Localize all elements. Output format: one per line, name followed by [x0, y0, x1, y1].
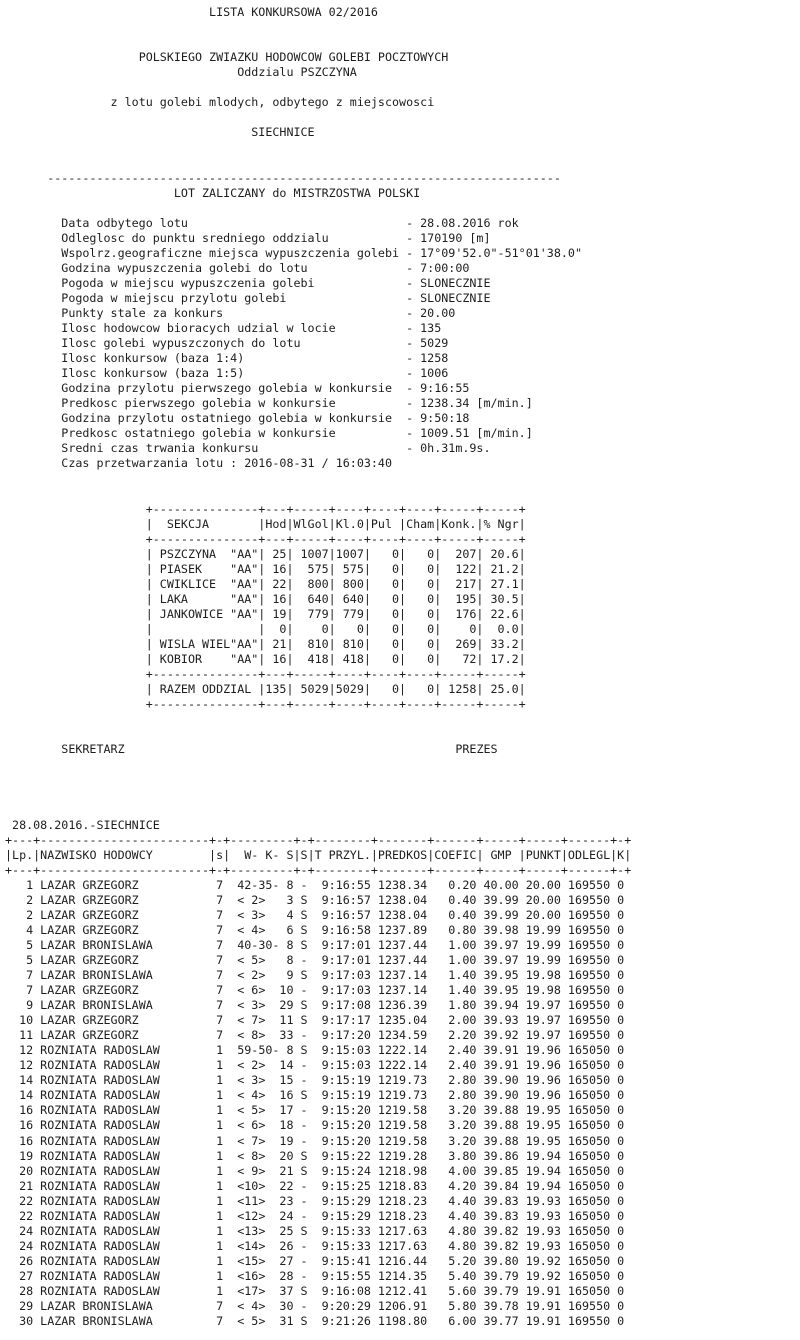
sections-table-border: +---------------+---+-----+----+----+----+-----+-----+	[145, 667, 526, 682]
results-row: 21 ROZNIATA RADOSLAW 1 <10> 22 - 9:15:25 1218.83 4.20 39.84 19.94 165050 0	[5, 1178, 625, 1193]
results-row: 2 LAZAR GRZEGORZ 7 < 2> 3 S 9:16:57 1238.04 0.40 39.99 20.00 169550 0	[5, 892, 625, 907]
flight-info-line: Ilosc konkursow (baza 1:5) - 1006	[61, 366, 449, 381]
results-row: 14 ROZNIATA RADOSLAW 1 < 4> 16 S 9:15:19 1219.73 2.80 39.90 19.96 165050 0	[5, 1088, 625, 1103]
flight-info-line: Godzina przylotu pierwszego golebia w konkursie - 9:16:55	[61, 381, 470, 396]
competition-list-document	[5, 5, 800, 1329]
results-row: 5 LAZAR BRONISLAWA 7 40-30- 8 S 9:17:01 1237.44 1.00 39.97 19.99 169550 0	[5, 937, 625, 952]
flight-info-line: Data odbytego lotu - 28.08.2016 rok	[61, 215, 519, 230]
president-label: PREZES	[455, 742, 498, 757]
results-row: 22 ROZNIATA RADOSLAW 1 <12> 24 - 9:15:29 1218.23 4.40 39.83 19.93 165050 0	[5, 1208, 625, 1223]
flight-info-line: Predkosc pierwszego golebia w konkursie - 1238.34 [m/min.]	[61, 396, 533, 411]
flight-info-line: Pogoda w miejscu przylotu golebi - SLONECZNIE	[61, 290, 491, 305]
results-row: 12 ROZNIATA RADOSLAW 1 < 2> 14 - 9:15:03 1222.14 2.40 39.91 19.96 165050 0	[5, 1058, 625, 1073]
sections-table-row: | JANKOWICE "AA"| 19| 779| 779| 0| 0| 176| 22.6|	[145, 606, 526, 621]
results-row: 27 ROZNIATA RADOSLAW 1 <16> 28 - 9:15:55 1214.35 5.40 39.79 19.92 165050 0	[5, 1268, 625, 1283]
flight-info-line: Wspolrz.geograficzne miejsca wypuszczenia golebi - 17°09'52.0"-51°01'38.0"	[61, 245, 582, 260]
sections-table-total-row: | RAZEM ODDZIAL |135| 5029|5029| 0| 0| 1258| 25.0|	[145, 682, 526, 697]
org-branch: Oddzialu PSZCZYNA	[237, 65, 357, 80]
sections-table-header: | SEKCJA |Hod|WlGol|Kl.0|Pul |Cham|Konk.|% Ngr|	[145, 516, 526, 531]
sections-table-row: | PIASEK "AA"| 16| 575| 575| 0| 0| 122| 21.2|	[145, 561, 526, 576]
results-table-header: |Lp.|NAZWISKO HODOWCY |s| W- K- S|S|T PRZYL.|PREDKOS|COEFIC| GMP |PUNKT|ODLEGL|K|	[5, 847, 632, 862]
flight-info-line: Godzina przylotu ostatniego golebia w konkursie - 9:50:18	[61, 411, 470, 426]
results-row: 30 LAZAR BRONISLAWA 7 < 5> 31 S 9:21:26 1198.80 6.00 39.77 19.91 169550 0	[5, 1314, 625, 1329]
results-row: 5 LAZAR GRZEGORZ 7 < 5> 8 - 9:17:01 1237.44 1.00 39.97 19.99 169550 0	[5, 952, 625, 967]
results-row: 20 ROZNIATA RADOSLAW 1 < 9> 21 S 9:15:24 1218.98 4.00 39.85 19.94 165050 0	[5, 1163, 625, 1178]
flight-info-line: Predkosc ostatniego golebia w konkursie - 1009.51 [m/min.]	[61, 426, 533, 441]
sections-table-border: +---------------+---+-----+----+----+----+-----+-----+	[145, 501, 526, 516]
sections-table-row: | | 0| 0| 0| 0| 0| 0| 0.0|	[145, 621, 526, 636]
flight-info-line: Ilosc golebi wypuszczonych do lotu - 5029	[61, 336, 449, 351]
flight-info-line: Pogoda w miejscu wypuszczenia golebi - SLONECZNIE	[61, 275, 491, 290]
results-row: 16 ROZNIATA RADOSLAW 1 < 5> 17 - 9:15:20 1219.58 3.20 39.88 19.95 165050 0	[5, 1103, 625, 1118]
signature-gap	[125, 742, 456, 756]
sections-table-row: | KOBIOR "AA"| 16| 418| 418| 0| 0| 72| 17.2|	[145, 652, 526, 667]
results-row: 16 ROZNIATA RADOSLAW 1 < 7> 19 - 9:15:20 1219.58 3.20 39.88 19.95 165050 0	[5, 1133, 625, 1148]
sections-table-border: +---------------+---+-----+----+----+----+-----+-----+	[145, 531, 526, 546]
results-row: 10 LAZAR GRZEGORZ 7 < 7> 11 S 9:17:17 1235.04 2.00 39.93 19.97 169550 0	[5, 1013, 625, 1028]
results-row: 19 ROZNIATA RADOSLAW 1 < 8> 20 S 9:15:22 1219.28 3.80 39.86 19.94 165050 0	[5, 1148, 625, 1163]
signatures-line	[5, 742, 800, 757]
secretary-label: SEKRETARZ	[61, 742, 125, 757]
flight-info-line: Sredni czas trwania konkursu - 0h.31m.9s.	[61, 441, 491, 456]
flight-info-line: Odleglosc do punktu sredniego oddzialu - 170190 [m]	[61, 230, 491, 245]
results-row: 7 LAZAR GRZEGORZ 7 < 6> 10 - 9:17:03 1237.14 1.40 39.95 19.98 169550 0	[5, 983, 625, 998]
results-row: 24 ROZNIATA RADOSLAW 1 <14> 26 - 9:15:33 1217.63 4.80 39.82 19.93 165050 0	[5, 1238, 625, 1253]
results-row: 4 LAZAR GRZEGORZ 7 < 4> 6 S 9:16:58 1237.89 0.80 39.98 19.99 169550 0	[5, 922, 625, 937]
results-table-border: +---+------------------------+-+---------+-+--------+-------+------+-----+-----+------+-+	[5, 862, 632, 877]
flight-processing-line: Czas przetwarzania lotu : 2016-08-31 / 16:03:40	[61, 456, 392, 471]
results-row: 29 LAZAR BRONISLAWA 7 < 4> 30 - 9:20:29 1206.91 5.80 39.78 19.91 169550 0	[5, 1299, 625, 1314]
results-row: 26 ROZNIATA RADOSLAW 1 <15> 27 - 9:15:41 1216.44 5.20 39.80 19.92 165050 0	[5, 1253, 625, 1268]
release-place: SIECHNICE	[251, 125, 315, 140]
results-row: 9 LAZAR BRONISLAWA 7 < 3> 29 S 9:17:08 1236.39 1.80 39.94 19.97 169550 0	[5, 998, 625, 1013]
sections-table-border: +---------------+---+-----+----+----+----+-----+-----+	[145, 697, 526, 712]
results-row: 22 ROZNIATA RADOSLAW 1 <11> 23 - 9:15:29 1218.23 4.40 39.83 19.93 165050 0	[5, 1193, 625, 1208]
results-table-border: +---+------------------------+-+---------+-+--------+-------+------+-----+-----+------+-+	[5, 832, 632, 847]
flight-info-list	[5, 216, 800, 472]
page-title: LISTA KONKURSOWA 02/2016	[209, 5, 378, 19]
results-row: 28 ROZNIATA RADOSLAW 1 <17> 37 S 9:16:08 1212.41 5.60 39.79 19.91 165050 0	[5, 1283, 625, 1298]
results-row: 7 LAZAR BRONISLAWA 7 < 2> 9 S 9:17:03 1237.14 1.40 39.95 19.98 169550 0	[5, 968, 625, 982]
sections-table-row: | LAKA "AA"| 16| 640| 640| 0| 0| 195| 30.5|	[145, 591, 526, 606]
results-row: 1 LAZAR GRZEGORZ 7 42-35- 8 - 9:16:55 1238.34 0.20 40.00 20.00 169550 0	[5, 877, 625, 892]
results-row: 14 ROZNIATA RADOSLAW 1 < 3> 15 - 9:15:19 1219.73 2.80 39.90 19.96 165050 0	[5, 1073, 625, 1088]
sections-table-row: | CWIKLICE "AA"| 22| 800| 800| 0| 0| 217| 27.1|	[145, 576, 526, 591]
results-date-place: 28.08.2016.-SIECHNICE	[12, 817, 160, 832]
results-row: 2 LAZAR GRZEGORZ 7 < 3> 4 S 9:16:57 1238.04 0.40 39.99 20.00 169550 0	[5, 907, 625, 922]
divider-line: -------------------------------------------------------------------------	[47, 170, 561, 185]
results-row: 11 LAZAR GRZEGORZ 7 < 8> 33 - 9:17:20 1234.59 2.20 39.92 19.97 169550 0	[5, 1028, 625, 1043]
flight-info-line: Ilosc konkursow (baza 1:4) - 1258	[61, 351, 449, 366]
results-row: 12 ROZNIATA RADOSLAW 1 59-50- 8 S 9:15:03 1222.14 2.40 39.91 19.96 165050 0	[5, 1043, 625, 1058]
flight-info-line: Godzina wypuszczenia golebi do lotu - 7:00:00	[61, 260, 470, 275]
results-table	[5, 833, 800, 1330]
sections-table	[5, 502, 800, 713]
org-name: POLSKIEGO ZWIAZKU HODOWCOW GOLEBI POCZTOWYCH	[138, 50, 449, 65]
flight-subtitle: z lotu golebi mlodych, odbytego z miejscowosci	[110, 95, 435, 110]
results-row: 16 ROZNIATA RADOSLAW 1 < 6> 18 - 9:15:20 1219.58 3.20 39.88 19.95 165050 0	[5, 1118, 625, 1133]
sections-table-row: | WISLA WIEL"AA"| 21| 810| 810| 0| 0| 269| 33.2|	[145, 636, 526, 651]
flight-info-line: Punkty stale za konkurs - 20.00	[61, 305, 456, 320]
flight-info-line: Ilosc hodowcow bioracych udzial w locie - 135	[61, 320, 442, 335]
sections-table-row: | PSZCZYNA "AA"| 25| 1007|1007| 0| 0| 207| 20.6|	[145, 546, 526, 561]
qualification-note: LOT ZALICZANY do MISTRZOSTWA POLSKI	[173, 185, 421, 200]
results-row: 24 ROZNIATA RADOSLAW 1 <13> 25 S 9:15:33 1217.63 4.80 39.82 19.93 165050 0	[5, 1223, 625, 1238]
